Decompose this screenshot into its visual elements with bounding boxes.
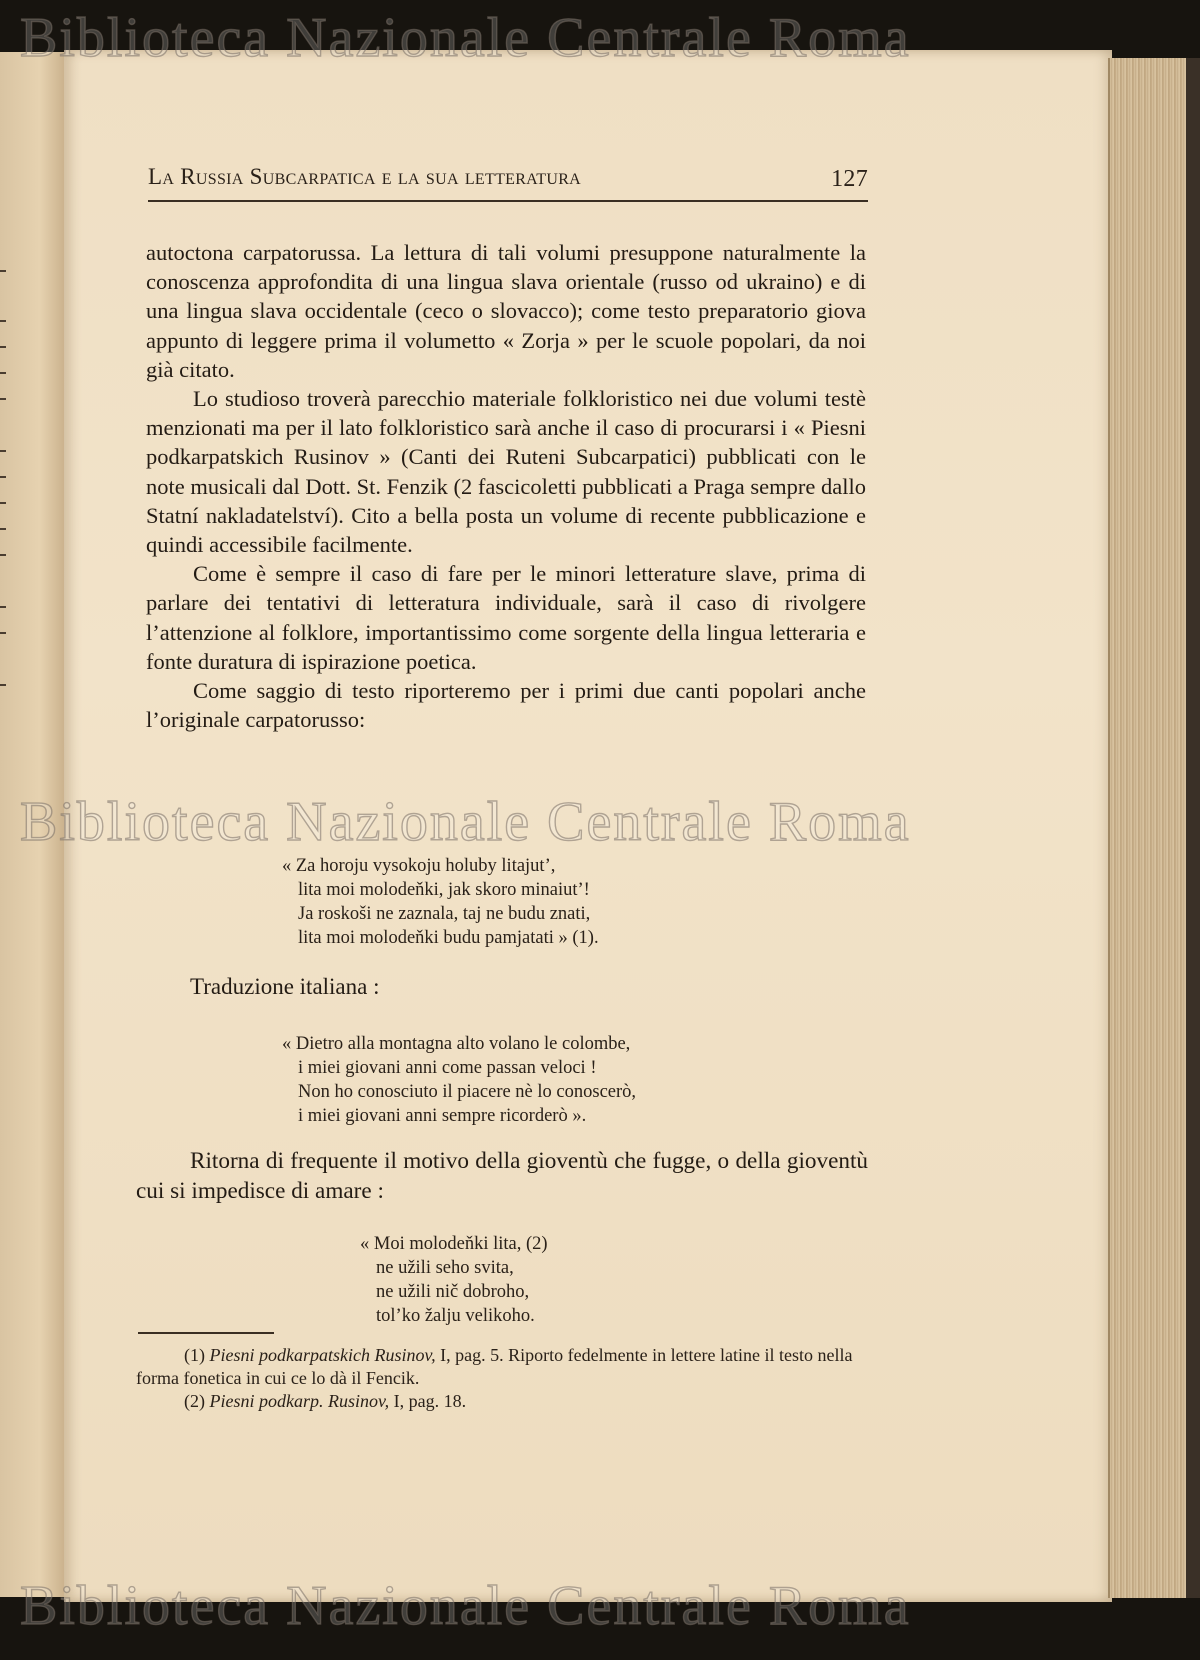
verse-translation	[282, 1032, 636, 1128]
verse-line: « Dietro alla montagna alto volano le colombe,	[282, 1034, 631, 1054]
page-number: 127	[831, 166, 868, 192]
verse-line: Ja roskoši ne zaznala, taj ne budu znati,	[298, 904, 591, 924]
running-header	[148, 164, 868, 200]
subheading: Traduzione italiana :	[190, 974, 380, 999]
facing-page-edge	[0, 52, 67, 1597]
paragraph-2: Lo studioso troverà parecchio materiale folkloristico nei due volumi testè menzionati ma per il lato folkloristico sarà anche il caso di procurarsi i « Piesni podkarpatskich Rusinov » (Canti dei Ruteni Subcarpatici) pubblicati con le note musicali dal Dott. St. Fenzik (2 fascicoletti pubblicati a Praga sempre dallo Statní nakladatelství). Cito a bella posta un volume di recente pubblicazione e quindi accessibile facilmente.	[146, 386, 866, 558]
verse-line: lita moi molodeňki budu pamjatati » (1).	[298, 928, 599, 948]
main-text	[146, 238, 866, 734]
paragraph-5: Ritorna di frequente il motivo della gioventù che fugge, o della gioventù cui si impedisce di amare :	[136, 1148, 868, 1204]
verse-line: « Moi molodeňki lita, (2)	[360, 1234, 548, 1254]
paragraph-4: Come saggio di testo riporteremo per i primi due canti popolari anche l’originale carpatorusso:	[146, 678, 866, 733]
verse-line: « Za horoju vysokoju holuby litajut’,	[282, 856, 556, 876]
header-rule	[148, 200, 868, 202]
page-edges-shadow	[1186, 58, 1200, 1598]
footnote-2-mark: (2)	[184, 1391, 205, 1411]
footnote-1	[136, 1344, 856, 1390]
footnote-2-text: I, pag. 18.	[389, 1391, 467, 1411]
footnote-1-title: Piesni podkarpatskich Rusinov,	[209, 1345, 436, 1365]
footnote-rule	[138, 1332, 274, 1334]
footnote-2-title: Piesni podkarp. Rusinov,	[209, 1391, 390, 1411]
verse-third	[360, 1232, 548, 1328]
verse-line: ne užili seho svita,	[376, 1258, 514, 1278]
verse-line: Non ho conosciuto il piacere nè lo conoscerò,	[298, 1082, 637, 1102]
footnote-1-text: I, pag. 5. Riporto fedelmente in lettere latine il testo nella forma fonetica in cui ce lo dà il Fencik.	[136, 1345, 853, 1388]
verse-line: i miei giovani anni sempre ricorderò ».	[298, 1106, 587, 1126]
running-title: La Russia Subcarpatica e la sua letteratura	[148, 164, 582, 189]
paragraph-3: Come è sempre il caso di fare per le minori letterature slave, prima di parlare dei tentativi di letteratura individuale, sarà il caso di rivolgere l’attenzione al folklore, importantissimo come sorgente della lingua letteraria e fonte duratura di ispirazione poetica.	[146, 561, 866, 674]
verse-line: lita moi molodeňki, jak skoro minaiut’!	[298, 880, 590, 900]
verse-line: tol’ko žalju velikoho.	[376, 1306, 535, 1326]
footnote-2	[136, 1390, 856, 1413]
footnotes	[136, 1344, 856, 1413]
paragraph-1: autoctona carpatorussa. La lettura di tali volumi presuppone naturalmente la conoscenza approfondita di una lingua slava orientale (russo od ukraino) e di una lingua slava occidentale (ceco o slovacco); come testo preparatorio giova appunto di leggere prima il volumetto « Zorja » per le scuole popolari, da noi già citato.	[146, 240, 866, 382]
verse-line: ne užili nič dobroho,	[376, 1282, 530, 1302]
verse-original	[282, 854, 599, 950]
verse-line: i miei giovani anni come passan veloci !	[298, 1058, 597, 1078]
footnote-1-mark: (1)	[184, 1345, 205, 1365]
